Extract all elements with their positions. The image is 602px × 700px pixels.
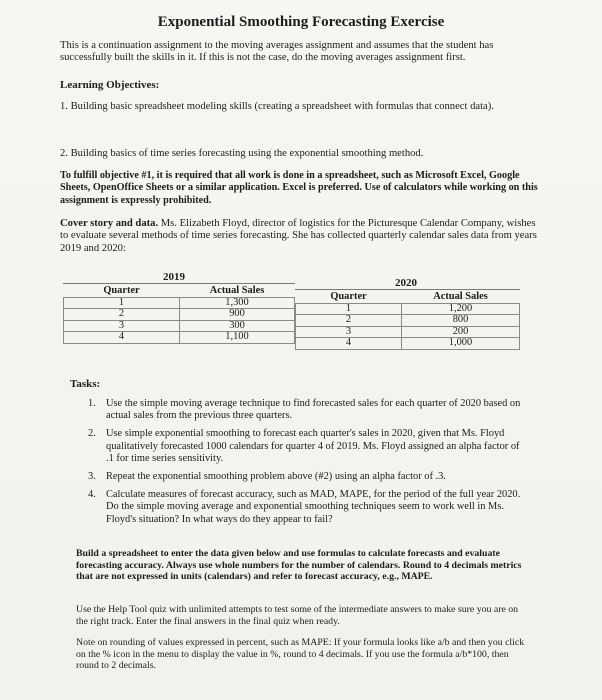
build-note: Build a spreadsheet to enter the data given below and use formulas to calculate forecasts and evaluate forecasting accuracy. Always use whole numbers for the number of calendars. Round to 4 decimals metrics that are not expressed in units (calendars) and refer to forecast accuracy, e.g., MAPE. [76,548,522,583]
task-item [88,428,528,465]
table-cell: 800 [402,315,520,327]
table-row [64,320,295,332]
task-number: 3. [88,471,96,483]
page-title: Exponential Smoothing Forecasting Exercise [157,14,445,30]
tasks-heading: Tasks: [70,378,101,390]
table-row [296,326,520,338]
tasks-list [88,398,528,532]
table-cell: 200 [402,326,520,338]
table-cell: 1,200 [402,303,520,315]
table-cell: 1,100 [180,332,295,344]
table-cell: 2 [64,309,180,321]
task-text: Calculate measures of forecast accuracy, such as MAD, MAPE, for the period of the full year 2020. Do the simple moving average and exponential smoothing techniques seem to work well in Ms. Floyd's situation? In what ways do they appear to fail? [106,489,521,525]
column-header-actual-sales: Actual Sales [402,292,520,303]
objective-2: 2. Building basics of time series forecasting using the exponential smoothing method. [60,148,424,159]
cover-story-text: Ms. Elizabeth Floyd, director of logistics for the Picturesque Calendar Company, wishes to evaluate several methods of time series forecasting. She has collected quarterly calendar sales data from years 2019 and 2020: [60,218,537,254]
help-note: Use the Help Tool quiz with unlimited attempts to test some of the intermediate answers to make sure you are on the right track. Enter the final answers in the final quiz when ready. [76,604,519,627]
table-row [64,297,295,309]
task-item [88,471,528,483]
table-cell: 2 [296,315,402,327]
column-header-actual-sales: Actual Sales [180,286,295,297]
task-number: 2. [88,428,96,440]
task-item [88,398,528,422]
cover-story-label: Cover story and data. [60,218,159,229]
intro-paragraph: This is a continuation assignment to the moving averages assignment and assumes that the student has successfully built the skills in it. If this is not the case, do the moving averages assignment first. [60,40,494,64]
table-row [296,315,520,327]
table-cell: 1,300 [180,297,295,309]
cover-story [60,218,542,255]
table-row [64,309,295,321]
table-cell: 900 [180,309,295,321]
task-number: 1. [88,398,96,409]
rounding-note: Note on rounding of values expressed in percent, such as MAPE: If your formula looks like a/b and then you click on the % icon in the menu to display the value in %, round to 4 decimals. If you use the formula a/b*100, then round to 2 decimals. [76,637,525,672]
task-text: Use the simple moving average technique to find forecasted sales for each quarter of 2020 based on actual sales from the previous three quarters. [106,398,521,422]
objectives-heading: Learning Objectives: [60,79,160,91]
objective-1: 1. Building basic spreadsheet modeling skills (creating a spreadsheet with formulas that connect data). [60,101,494,112]
task-text: Repeat the exponential smoothing problem above (#2) using an alpha factor of .3. [106,471,446,483]
column-header-quarter: Quarter [64,286,180,297]
table-cell: 4 [296,338,402,350]
task-item [88,489,528,526]
year-2019-label: 2019 [163,271,185,283]
table-row [64,332,295,344]
sales-table-2019 [63,286,295,344]
year-2020-label: 2020 [395,277,417,289]
year-2020-rule [295,289,520,290]
table-cell: 4 [64,332,180,344]
table-cell: 300 [180,320,295,332]
task-number: 4. [88,489,96,501]
year-2019-rule [63,283,295,284]
table-row [296,303,520,315]
task-text: Use simple exponential smoothing to forecast each quarter's sales in 2020, given that Ms. Floyd qualitatively forecasted 1000 calendars for quarter 4 of 2019. Ms. Floyd assigned an alpha factor of .1 for time series sensitivity. [106,428,520,464]
table-cell: 1 [296,303,402,315]
table-cell: 1,000 [402,338,520,350]
column-header-quarter: Quarter [296,292,402,303]
table-cell: 3 [64,320,180,332]
fulfill-note: To fulfill objective #1, it is required that all work is done in a spreadsheet, such as Microsoft Excel, Google Sheets, OpenOffice Sheets or a similar application. Excel is preferred. Use of calculators while working on this assignment is expressly prohibited. [60,170,538,206]
table-cell: 1 [64,297,180,309]
table-cell: 3 [296,326,402,338]
sales-table-2020 [295,292,520,350]
table-row [296,338,520,350]
